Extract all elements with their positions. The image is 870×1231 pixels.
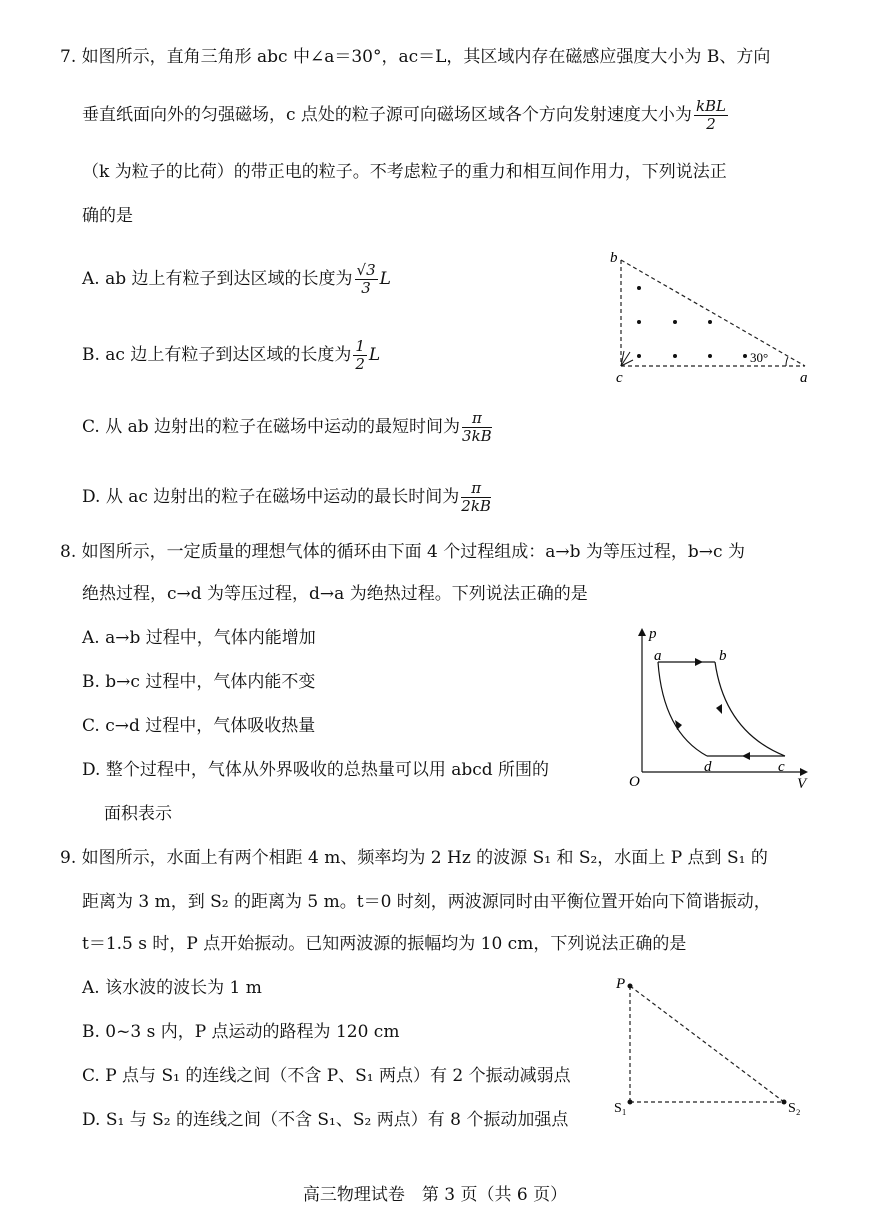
q8-label-v: V — [797, 776, 807, 792]
q9-label-s2: S₂ — [788, 1101, 801, 1116]
q7-option-d-num: π — [461, 480, 491, 498]
q7-option-d-den: 2kB — [461, 497, 491, 515]
q7-option-b-fraction — [353, 338, 367, 373]
q7-option-c-den: 3kB — [462, 427, 492, 445]
q7-option-c-fraction — [462, 410, 492, 445]
q7-option-c — [82, 410, 494, 445]
q7-stem-line3: （k 为粒子的比荷）的带正电的粒子。不考虑粒子的重力和相互间作用力，下列说法正 — [82, 162, 727, 182]
q8-axis-v-arrowhead — [800, 768, 808, 776]
q7-label-a: a — [800, 370, 808, 386]
q7-label-c: c — [616, 370, 623, 386]
q8-process-da — [658, 662, 707, 756]
q7-label-angle: 30° — [750, 350, 769, 365]
q7-edge-ab — [621, 260, 805, 366]
q9-stem-line1: 9. 如图所示，水面上有两个相距 4 m、频率均为 2 Hz 的波源 S₁ 和 S₂，水面上 P 点到 S₁ 的 — [60, 848, 768, 868]
q8-label-a: a — [654, 648, 662, 664]
q8-process-bc — [715, 662, 785, 756]
q8-arrow-bc — [716, 704, 722, 714]
q8-arrow-ab — [695, 658, 703, 666]
q8-stem-line2: 绝热过程，c→d 为等压过程，d→a 为绝热过程。下列说法正确的是 — [82, 584, 588, 604]
q7-option-b-den: 2 — [355, 355, 365, 373]
q8-axis-p-arrowhead — [638, 628, 646, 636]
q7-angle-arc — [786, 357, 788, 366]
q8-option-d-cont: 面积表示 — [104, 804, 172, 824]
q7-option-a-fraction — [355, 262, 378, 297]
q8-option-c: C. c→d 过程中，气体吸收热量 — [82, 716, 316, 736]
q7-field-dot — [637, 286, 641, 290]
q9-point-s1 — [628, 1100, 633, 1105]
q7-stem-line1: 7. 如图所示，直角三角形 abc 中∠a＝30°，ac＝L，其区域内存在磁感应强度大小为 B、方向 — [60, 47, 771, 67]
q7-option-b-text: B. ac 边上有粒子到达区域的长度为 — [82, 345, 352, 365]
q7-field-dot — [708, 354, 712, 358]
q7-option-d-fraction — [461, 480, 491, 515]
q8-option-b: B. b→c 过程中，气体内能不变 — [82, 672, 316, 692]
q7-option-d — [82, 480, 493, 515]
q7-source-arrows — [621, 351, 633, 366]
q7-field-dot — [673, 354, 677, 358]
q7-field-dot — [637, 320, 641, 324]
q7-option-b-unit: L — [368, 345, 381, 365]
q9-label-p: P — [616, 976, 626, 992]
q7-stem-line2-text: 垂直纸面向外的匀强磁场，c 点处的粒子源可向磁场区域各个方向发射速度大小为 — [82, 105, 692, 125]
q8-arrow-cd — [742, 752, 750, 760]
q9-point-s2 — [782, 1100, 787, 1105]
q7-option-b-num: 1 — [355, 337, 365, 355]
q8-label-d: d — [704, 759, 712, 775]
q8-arrow-da — [675, 720, 682, 730]
q7-option-a-num: √3 — [356, 261, 376, 279]
q9-option-b: B. 0~3 s 内，P 点运动的路程为 120 cm — [82, 1022, 400, 1042]
q7-speed-num: kBL — [695, 97, 727, 115]
q7-field-dots — [637, 286, 747, 358]
q7-option-a-unit: L — [379, 269, 391, 289]
q8-option-d: D. 整个过程中，气体从外界吸收的总热量可以用 abcd 所围的 — [82, 760, 550, 780]
q8-label-b: b — [719, 648, 727, 664]
q7-option-a-text: A. ab 边上有粒子到达区域的长度为 — [82, 269, 353, 289]
q9-label-s1: S₁ — [614, 1101, 627, 1116]
q7-option-b — [82, 338, 380, 373]
q7-field-dot — [708, 320, 712, 324]
q7-triangle-figure — [600, 248, 820, 388]
q7-speed-den: 2 — [706, 115, 716, 133]
q8-option-a: A. a→b 过程中，气体内能增加 — [82, 628, 316, 648]
q8-label-p: p — [649, 626, 657, 642]
q9-point-p — [628, 984, 633, 989]
q7-label-b: b — [610, 250, 618, 266]
q7-option-a-den: 3 — [361, 279, 371, 297]
q7-option-c-num: π — [462, 410, 492, 428]
q9-option-d: D. S₁ 与 S₂ 的连线之间（不含 S₁、S₂ 两点）有 8 个振动加强点 — [82, 1110, 569, 1130]
q7-stem-line4: 确的是 — [82, 206, 133, 226]
q9-wave-source-figure — [612, 972, 832, 1122]
q7-field-dot — [673, 320, 677, 324]
q8-stem-line1: 8. 如图所示，一定质量的理想气体的循环由下面 4 个过程组成：a→b 为等压过程，b→c 为 — [60, 542, 745, 562]
q7-field-dot — [743, 354, 747, 358]
q9-option-a: A. 该水波的波长为 1 m — [82, 978, 262, 998]
q9-stem-line2: 距离为 3 m，到 S₂ 的距离为 5 m。t＝0 时刻，两波源同时由平衡位置开始向下简谐振动， — [82, 892, 771, 912]
q9-stem-line3: t＝1.5 s 时，P 点开始振动。已知两波源的振幅均为 10 cm，下列说法正确的是 — [82, 934, 687, 954]
q8-label-c: c — [778, 759, 785, 775]
q9-option-c: C. P 点与 S₁ 的连线之间（不含 P、S₁ 两点）有 2 个振动减弱点 — [82, 1066, 571, 1086]
q7-field-dot — [637, 354, 641, 358]
q7-option-a — [82, 262, 391, 297]
page-footer: 高三物理试卷 第 3 页（共 6 页） — [302, 1185, 568, 1205]
q8-pv-diagram — [625, 622, 815, 792]
q7-option-c-text: C. 从 ab 边射出的粒子在磁场中运动的最短时间为 — [82, 417, 461, 437]
q8-label-o: O — [629, 774, 640, 790]
q7-option-d-text: D. 从 ac 边射出的粒子在磁场中运动的最长时间为 — [82, 487, 460, 507]
q7-stem-line2 — [82, 98, 730, 133]
q9-segment-ps2 — [630, 986, 784, 1102]
q7-speed-fraction — [694, 98, 728, 133]
